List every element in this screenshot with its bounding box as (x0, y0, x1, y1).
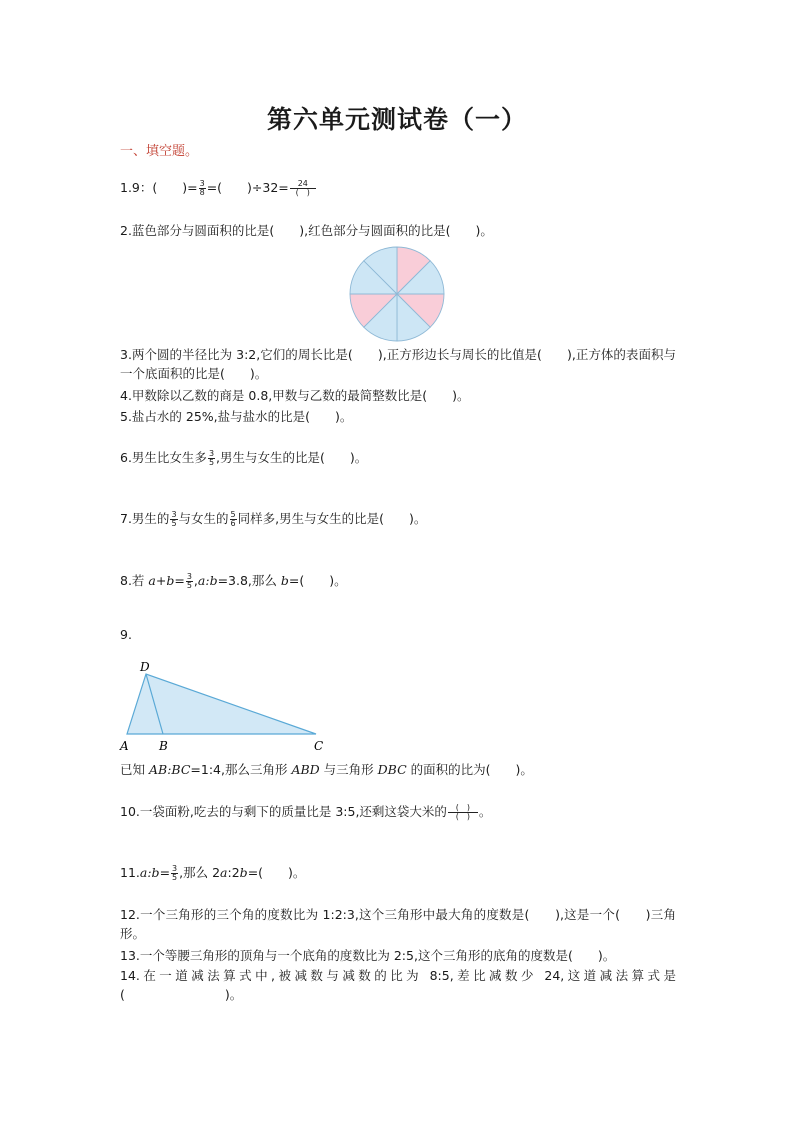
q6-fraction (208, 450, 215, 467)
triangle-figure (115, 656, 335, 754)
q11-fraction-num: 3 (172, 864, 178, 873)
label-a: A (120, 739, 129, 753)
q10-fraction (448, 804, 478, 821)
question-5: 5.盐占水的 25%,盐与盐水的比是( )。 (120, 409, 353, 424)
q7-fraction-2-num: 5 (230, 510, 236, 519)
q11-var-b: b (239, 865, 248, 880)
page-title: 第六单元测试卷（一） (266, 105, 527, 134)
q10-fraction-num: ( ) (448, 804, 478, 813)
q11-fraction-den: 5 (172, 873, 178, 882)
q1-fraction-2-den: ( ) (295, 188, 310, 197)
q7-text-b: 与女生的 (178, 511, 229, 526)
question-4: 4.甲数除以乙数的商是 0.8,甲数与乙数的最简整数比是( )。 (120, 388, 470, 403)
q8-fraction (186, 573, 193, 590)
section-heading: 一、填空题。 (120, 144, 199, 159)
q1-fraction-1-den: 8 (199, 188, 205, 197)
q7-fraction-2-den: 6 (230, 519, 236, 528)
question-7 (120, 509, 426, 528)
question-3: 3.两个圆的半径比为 3:2,它们的周长比是( ),正方形边长与周长的比值是( ),正方体的表面积与一个底面积的比是( )。 (120, 347, 676, 381)
q6-fraction-num: 3 (208, 449, 215, 458)
q9-abd: ABD (291, 762, 320, 777)
q11-eq: = (159, 865, 171, 880)
question-10 (120, 802, 491, 821)
q6-fraction-den: 5 (208, 458, 215, 467)
q9-ratio: AB:BC (148, 762, 191, 777)
q1-fraction-1-num: 3 (199, 179, 205, 188)
q6-text-b: ,男生与女生的比是( )。 (216, 450, 368, 465)
question-1 (120, 178, 317, 197)
triangle-abc (127, 674, 316, 734)
q9-dbc: DBC (377, 762, 407, 777)
q10-text-b: 。 (478, 804, 492, 819)
q8-text-c: =3.8,那么 (217, 573, 281, 588)
q10-fraction-den: ( ) (455, 812, 471, 821)
q11-fraction (171, 865, 178, 882)
q7-text-c: 同样多,男生与女生的比是( )。 (237, 511, 427, 526)
q1-fraction-1 (199, 180, 206, 197)
q9-text-4: 的面积的比为( )。 (406, 762, 533, 777)
label-b: B (159, 739, 168, 753)
question-9 (120, 760, 533, 779)
q7-fraction-1-den: 5 (171, 519, 177, 528)
q8-eq: = (174, 573, 185, 588)
q10-text-a: 10.一袋面粉,吃去的与剩下的质量比是 3:5,还剩这袋大米的 (120, 804, 447, 819)
q11-var-a: a (220, 865, 228, 880)
label-c: C (314, 739, 324, 753)
q7-fraction-1-num: 3 (171, 510, 177, 519)
q9-text-1: 已知 (120, 762, 149, 777)
question-11 (120, 863, 305, 882)
question-13: 13.一个等腰三角形的顶角与一个底角的度数比为 2:5,这个三角形的底角的度数是( )。 (120, 948, 616, 963)
q1-text-b: =( )÷32= (206, 180, 289, 195)
q8-fraction-den: 5 (186, 581, 192, 590)
q7-text-a: 7.男生的 (120, 511, 170, 526)
q1-text-a: 1.9：( )= (120, 180, 198, 195)
q7-fraction-2 (230, 511, 237, 528)
q11-var-ratio: a:b (139, 865, 160, 880)
q11-text-d: =( )。 (247, 865, 306, 880)
q8-text-d: =( )。 (288, 573, 347, 588)
question-9-number: 9. (120, 627, 132, 642)
q9-text-3: 与三角形 (319, 762, 378, 777)
q11-text-b: ,那么 2 (179, 865, 221, 880)
q8-text-a: 8.若 (120, 573, 149, 588)
q6-text-a: 6.男生比女生多 (120, 450, 207, 465)
q8-var-b: b (280, 573, 289, 588)
question-14: 14.在一道减法算式中,被减数与减数的比为 8:5,差比减数少 24,这道减法算式是( )。 (120, 968, 676, 1002)
q8-var-ratio: a:b (197, 573, 218, 588)
q9-text-2: =1:4,那么三角形 (190, 762, 292, 777)
question-6 (120, 448, 367, 467)
q8-text-b: , (193, 573, 198, 588)
q11-text-c: :2 (227, 865, 240, 880)
label-d: D (140, 660, 150, 674)
question-12: 12.一个三角形的三个角的度数比为 1:2:3,这个三角形中最大角的度数是( ),这是一个( )三角形。 (120, 907, 676, 941)
pie-chart (347, 244, 447, 344)
q8-var-ab: a+b (148, 573, 175, 588)
q7-fraction-1 (170, 511, 177, 528)
q8-fraction-num: 3 (186, 572, 192, 581)
question-2: 2.蓝色部分与圆面积的比是( ),红色部分与圆面积的比是( )。 (120, 223, 493, 238)
q1-fraction-2-num: 24 (290, 180, 316, 189)
q11-text-a: 11. (120, 865, 140, 880)
q1-fraction-2 (290, 180, 316, 197)
question-8 (120, 571, 347, 590)
